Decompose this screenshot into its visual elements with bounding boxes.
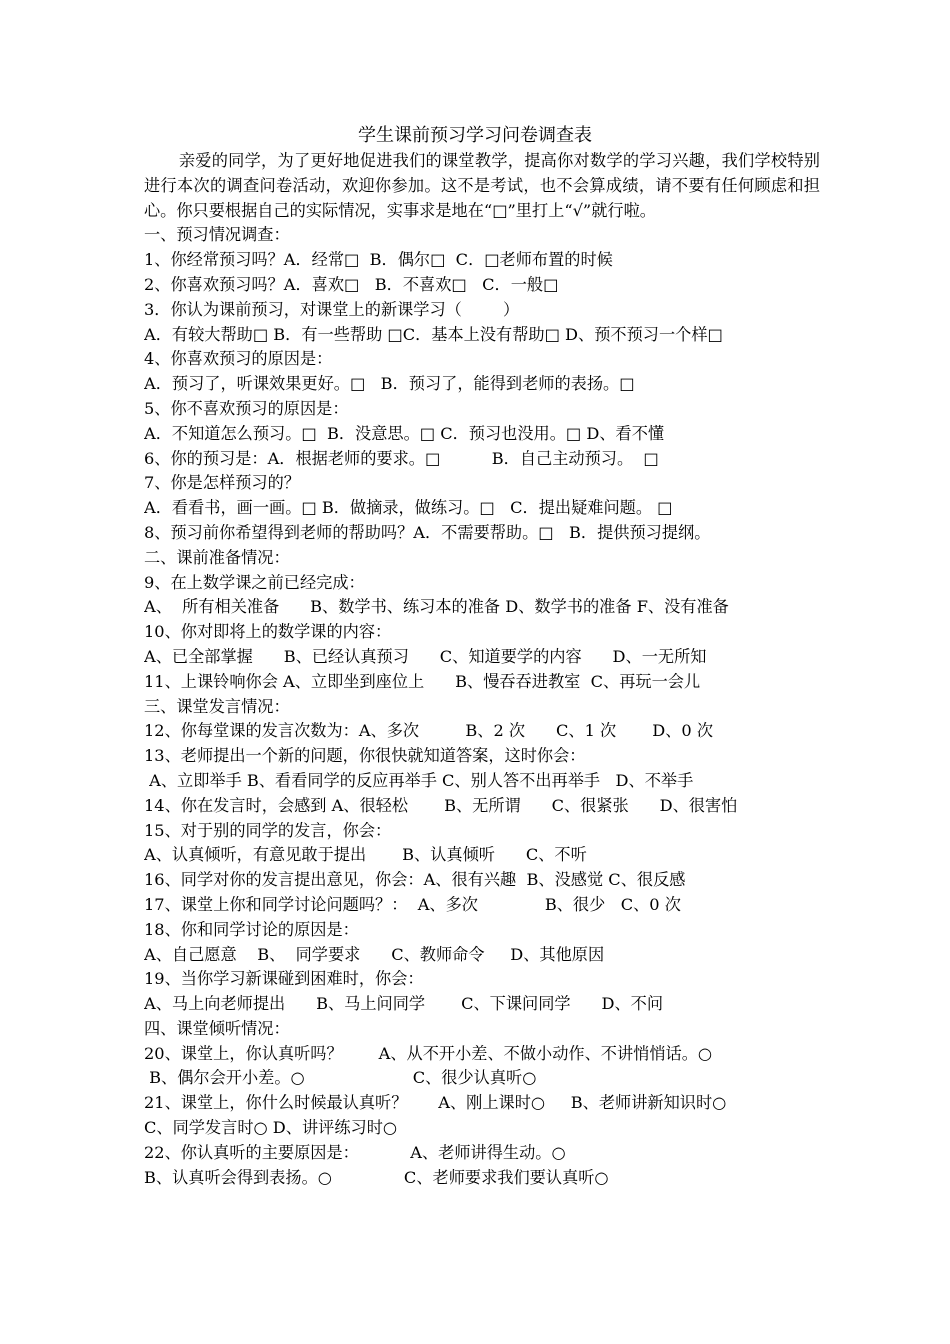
question-line: 12、你每堂课的发言次数为：A、多次 B、2 次 C、1 次 D、0 次 — [144, 721, 714, 741]
question-line: 11、上课铃响你会 A、立即坐到座位上 B、慢吞吞进教室 C、再玩一会儿 — [144, 671, 701, 691]
question-line: 4、你喜欢预习的原因是： — [144, 349, 333, 369]
question-line: 19、当你学习新课碰到困难时，你会： — [144, 969, 424, 989]
question-line: 9、在上数学课之前已经完成： — [144, 572, 365, 592]
question-line: 13、老师提出一个新的问题，你很快就知道答案，这时你会： — [144, 746, 586, 766]
question-line: 21、课堂上，你什么时候最认真听？ A、刚上课时○ B、老师讲新知识时○ — [144, 1093, 727, 1113]
question-line: A、马上向老师提出 B、马上问同学 C、下课问同学 D、不问 — [144, 994, 664, 1014]
document-title: 学生课前预习学习问卷调查表 — [358, 125, 592, 146]
question-line: A．看看书，画一画。□ B．做摘录，做练习。□ C．提出疑难问题。 □ — [144, 498, 673, 518]
question-line: 15、对于别的同学的发言，你会： — [144, 820, 392, 840]
question-line: C、同学发言时○ D、讲评练习时○ — [144, 1118, 398, 1138]
question-line: 20、课堂上，你认真听吗？ A、从不开小差、不做小动作、不讲悄悄话。○ — [144, 1043, 713, 1063]
question-line: A、 所有相关准备 B、数学书、练习本的准备 D、数学书的准备 F、没有准备 — [144, 597, 729, 617]
question-line: A．有较大帮助□ B．有一些帮助 □C．基本上没有帮助□ D、预不预习一个样□ — [144, 324, 723, 344]
question-line: A．预习了，听课效果更好。□ B．预习了，能得到老师的表扬。□ — [144, 374, 635, 394]
question-line: 四、课堂倾听情况： — [144, 1018, 290, 1038]
question-line: A、已全部掌握 B、已经认真预习 C、知道要学的内容 D、一无所知 — [144, 646, 707, 666]
question-line: 5、你不喜欢预习的原因是： — [144, 398, 349, 418]
question-line: A、认真倾听，有意见敢于提出 B、认真倾听 C、不听 — [144, 845, 587, 865]
question-line: 一、预习情况调查： — [144, 225, 290, 245]
question-line: 10、你对即将上的数学课的内容： — [144, 622, 392, 642]
question-line: 8、预习前你希望得到老师的帮助吗？A．不需要帮助。□ B．提供预习提纲。 — [144, 522, 711, 542]
question-line: 14、你在发言时，会感到 A、很轻松 B、无所谓 C、很紧张 D、很害怕 — [144, 795, 738, 815]
question-line: 二、课前准备情况： — [144, 547, 290, 567]
question-line: 1、你经常预习吗？A．经常□ B．偶尔□ C．□老师布置的时候 — [144, 250, 613, 270]
question-line: A、自己愿意 B、 同学要求 C、教师命令 D、其他原因 — [144, 944, 605, 964]
question-line: A．不知道怎么预习。□ B．没意思。□ C．预习也没用。□ D、看不懂 — [144, 423, 665, 443]
question-line: A、立即举手 B、看看同学的反应再举手 C、别人答不出再举手 D、不举手 — [144, 770, 694, 790]
question-line: 16、同学对你的发言提出意见，你会：A、很有兴趣 B、没感觉 C、很反感 — [144, 870, 686, 890]
question-line: 22、你认真听的主要原因是： A、老师讲得生动。○ — [144, 1142, 566, 1162]
question-line: B、偶尔会开小差。○ C、很少认真听○ — [144, 1068, 537, 1088]
question-line: 18、你和同学讨论的原因是： — [144, 919, 359, 939]
question-line: 2、你喜欢预习吗？A．喜欢□ B．不喜欢□ C．一般□ — [144, 274, 559, 294]
question-lines — [144, 223, 820, 1190]
document-body — [144, 149, 820, 1190]
question-line: 三、课堂发言情况： — [144, 696, 290, 716]
question-line: 17、课堂上你和同学讨论问题吗？： A、多次 B、很少 C、0 次 — [144, 894, 681, 914]
question-line: 6、你的预习是：A．根据老师的要求。□ B．自己主动预习。 □ — [144, 448, 659, 468]
intro-paragraph: 亲爱的同学，为了更好地促进我们的课堂教学，提高你对数学的学习兴趣，我们学校特别进行本次的调查问卷活动，欢迎你参加。这不是考试，也不会算成绩，请不要有任何顾虑和担心。你只要根据自己的实际情况，实事求是地在“□”里打上“√”就行啦。 — [144, 151, 820, 220]
question-line: 3．你认为课前预习，对课堂上的新课学习（ ） — [144, 299, 520, 319]
question-line: 7、你是怎样预习的？ — [144, 473, 300, 493]
question-line: B、认真听会得到表扬。○ C、老师要求我们要认真听○ — [144, 1167, 609, 1187]
